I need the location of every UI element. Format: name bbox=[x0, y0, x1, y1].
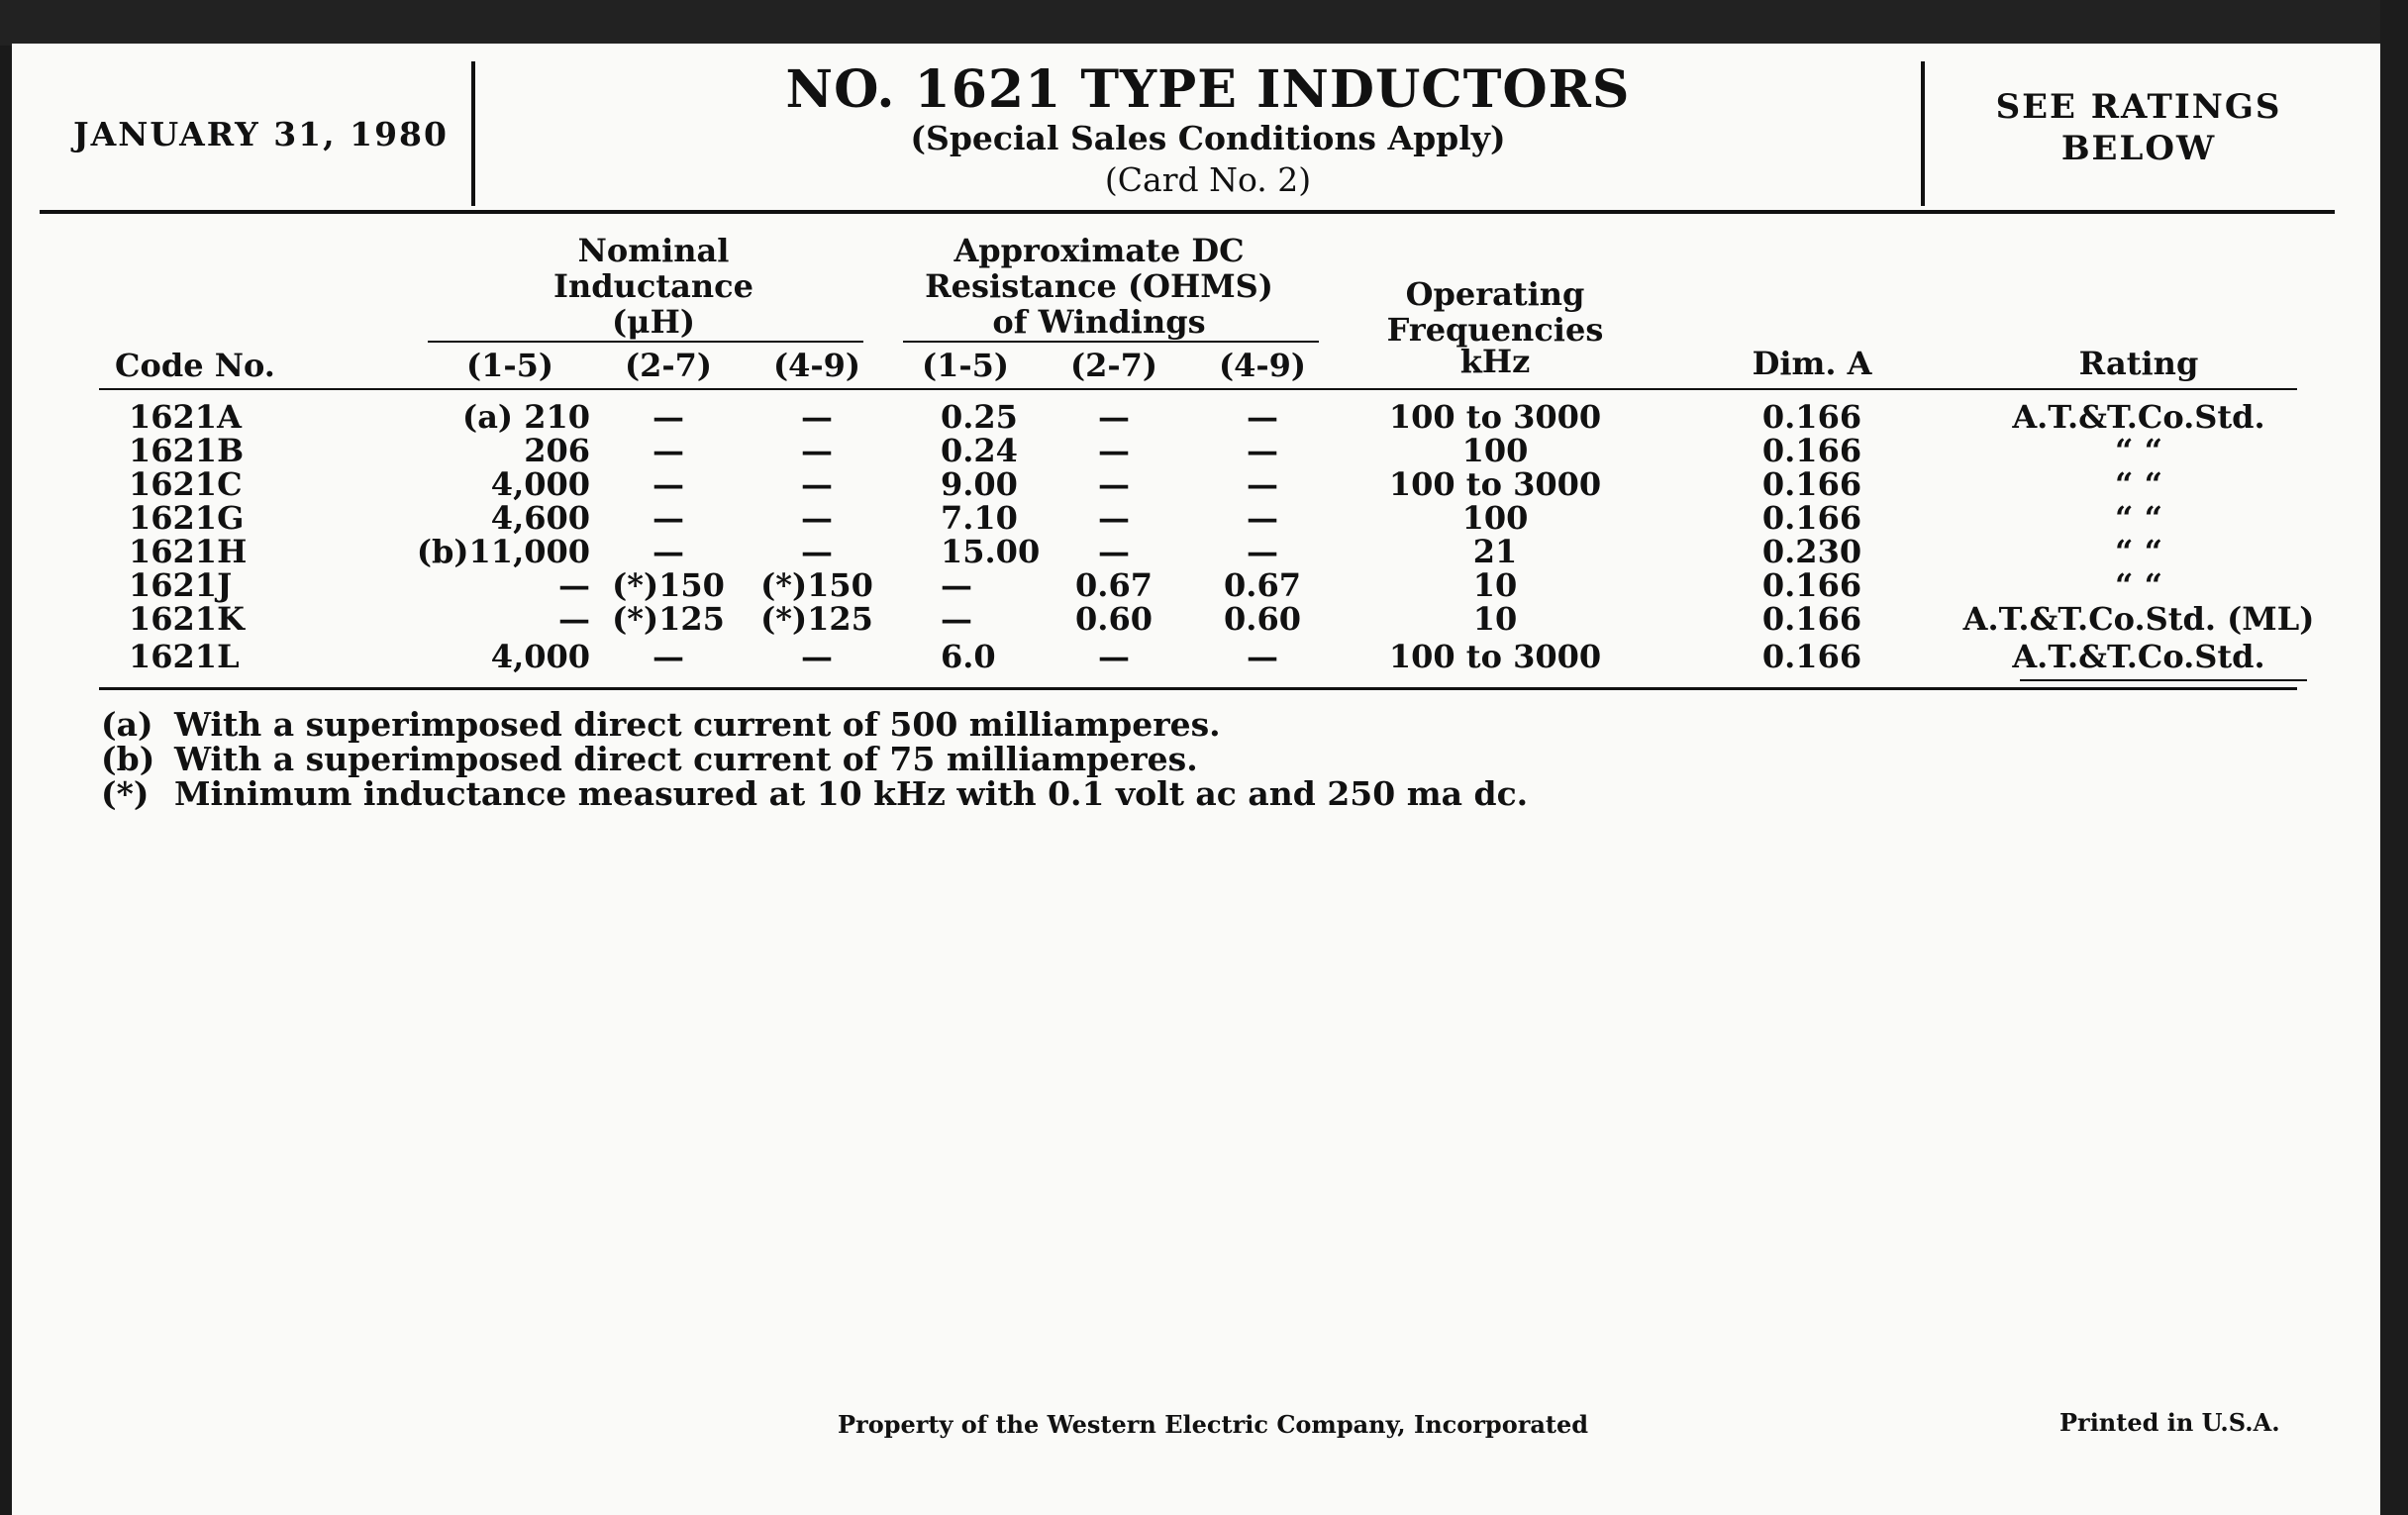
resistance-1-5-cell: 7.10 bbox=[941, 499, 1018, 537]
inductance-1-5-cell: — bbox=[558, 566, 590, 604]
resistance-4-9-header: (4-9) bbox=[1218, 347, 1307, 384]
dim-a-cell: 0.166 bbox=[1761, 566, 1862, 604]
inductance-4-9-cell: — bbox=[801, 398, 833, 436]
footnote-text: With a superimposed direct current of 75 milliamperes. bbox=[174, 740, 1198, 778]
resistance-1-5-cell: — bbox=[941, 600, 972, 638]
dim-a-cell: 0.166 bbox=[1761, 465, 1862, 503]
rating-column-header: Rating bbox=[2078, 345, 2199, 382]
frequency-header-line1: Operating bbox=[1405, 275, 1585, 313]
resistance-2-7-cell: — bbox=[1098, 398, 1130, 436]
nominal-header-line1: Nominal bbox=[577, 232, 730, 269]
dim-a-cell: 0.166 bbox=[1761, 600, 1862, 638]
inductance-4-9-cell: — bbox=[801, 638, 833, 675]
inductance-1-5-cell: — bbox=[558, 600, 590, 638]
scan-border-right bbox=[2380, 0, 2408, 1515]
resistance-header-line2: Resistance (OHMS) bbox=[925, 267, 1273, 305]
resistance-header-rule bbox=[903, 341, 1319, 343]
rating-cell: “ “ bbox=[2115, 432, 2162, 469]
rating-underline bbox=[2020, 679, 2307, 681]
inductance-4-9-cell: — bbox=[801, 432, 833, 469]
inductance-2-7-cell: — bbox=[652, 432, 684, 469]
resistance-2-7-cell: — bbox=[1098, 432, 1130, 469]
frequency-cell: 100 bbox=[1461, 432, 1529, 469]
resistance-1-5-cell: 9.00 bbox=[941, 465, 1018, 503]
code-cell: 1621B bbox=[129, 432, 245, 469]
resistance-2-7-cell: 0.67 bbox=[1075, 566, 1153, 604]
code-cell: 1621J bbox=[129, 566, 233, 604]
header-divider-left bbox=[471, 61, 475, 206]
resistance-1-5-cell: 15.00 bbox=[941, 533, 1041, 570]
dim-a-cell: 0.166 bbox=[1761, 638, 1862, 675]
table-bottom-rule bbox=[99, 687, 2297, 690]
nominal-header-rule bbox=[428, 341, 863, 343]
dim-a-cell: 0.166 bbox=[1761, 499, 1862, 537]
header-bottom-rule bbox=[99, 388, 2297, 390]
footnote-key: (a) bbox=[101, 705, 153, 744]
frequency-cell: 100 bbox=[1461, 499, 1529, 537]
inductance-4-9-cell: (*)150 bbox=[760, 566, 873, 604]
inductance-2-7-cell: (*)150 bbox=[612, 566, 725, 604]
rating-cell: A.T.&T.Co.Std. bbox=[2012, 398, 2265, 436]
resistance-1-5-cell: 0.25 bbox=[941, 398, 1018, 436]
inductance-1-5-cell: 4,000 bbox=[490, 465, 590, 503]
inductance-1-5-cell: 4,000 bbox=[490, 638, 590, 675]
resistance-4-9-cell: — bbox=[1247, 638, 1278, 675]
code-cell: 1621H bbox=[129, 533, 248, 570]
frequency-cell: 100 to 3000 bbox=[1388, 398, 1602, 436]
resistance-4-9-cell: 0.67 bbox=[1224, 566, 1301, 604]
inductance-4-9-cell: — bbox=[801, 499, 833, 537]
inductance-1-5-header: (1-5) bbox=[465, 347, 554, 384]
inductance-2-7-cell: (*)125 bbox=[612, 600, 725, 638]
nominal-header-line3: (μH) bbox=[612, 303, 695, 341]
inductance-2-7-cell: — bbox=[652, 499, 684, 537]
document-date: JANUARY 31, 1980 bbox=[73, 115, 449, 153]
resistance-2-7-cell: — bbox=[1098, 533, 1130, 570]
frequency-header-line3: kHz bbox=[1459, 343, 1531, 380]
resistance-4-9-cell: — bbox=[1247, 533, 1278, 570]
inductance-1-5-cell: 206 bbox=[524, 432, 590, 469]
frequency-cell: 100 to 3000 bbox=[1388, 465, 1602, 503]
inductance-1-5-cell: (a) 210 bbox=[462, 398, 590, 436]
resistance-4-9-cell: — bbox=[1247, 432, 1278, 469]
inductance-2-7-header: (2-7) bbox=[624, 347, 713, 384]
inductance-1-5-cell: (b)11,000 bbox=[416, 533, 590, 570]
inductance-4-9-cell: (*)125 bbox=[760, 600, 873, 638]
code-cell: 1621L bbox=[129, 638, 240, 675]
rating-cell: “ “ bbox=[2115, 499, 2162, 537]
code-cell: 1621K bbox=[129, 600, 245, 638]
document-title: NO. 1621 TYPE INDUCTORS bbox=[785, 59, 1631, 120]
nominal-header-line2: Inductance bbox=[553, 267, 753, 305]
printed-notice: Printed in U.S.A. bbox=[2059, 1408, 2280, 1437]
footnote-b bbox=[101, 740, 1198, 778]
rating-cell: “ “ bbox=[2115, 533, 2162, 570]
resistance-1-5-cell: — bbox=[941, 566, 972, 604]
frequency-cell: 100 to 3000 bbox=[1388, 638, 1602, 675]
property-notice: Property of the Western Electric Company, Incorporated bbox=[838, 1410, 1589, 1439]
scan-border-top bbox=[0, 0, 2408, 46]
inductance-4-9-cell: — bbox=[801, 533, 833, 570]
footnote-key: (b) bbox=[101, 740, 155, 778]
inductance-2-7-cell: — bbox=[652, 638, 684, 675]
resistance-2-7-cell: — bbox=[1098, 465, 1130, 503]
resistance-2-7-cell: — bbox=[1098, 638, 1130, 675]
resistance-1-5-header: (1-5) bbox=[921, 347, 1010, 384]
resistance-4-9-cell: — bbox=[1247, 499, 1278, 537]
resistance-2-7-cell: 0.60 bbox=[1075, 600, 1153, 638]
rating-cell: A.T.&T.Co.Std. (ML) bbox=[1962, 600, 2315, 638]
resistance-4-9-cell: — bbox=[1247, 465, 1278, 503]
frequency-cell: 10 bbox=[1472, 566, 1518, 604]
resistance-header-line1: Approximate DC bbox=[953, 232, 1245, 269]
inductance-4-9-header: (4-9) bbox=[772, 347, 861, 384]
dim-a-cell: 0.230 bbox=[1761, 533, 1862, 570]
code-column-header: Code No. bbox=[115, 347, 275, 384]
frequency-cell: 21 bbox=[1472, 533, 1518, 570]
resistance-header-line3: of Windings bbox=[992, 303, 1206, 341]
dim-column-header: Dim. A bbox=[1752, 345, 1872, 382]
footnote-key: (*) bbox=[101, 774, 150, 813]
footnote-text: Minimum inductance measured at 10 kHz with 0.1 volt ac and 250 ma dc. bbox=[174, 774, 1529, 813]
inductance-1-5-cell: 4,600 bbox=[490, 499, 590, 537]
rating-cell: A.T.&T.Co.Std. bbox=[2012, 638, 2265, 675]
dim-a-cell: 0.166 bbox=[1761, 398, 1862, 436]
footnote-a bbox=[101, 705, 1221, 744]
code-cell: 1621A bbox=[129, 398, 242, 436]
code-cell: 1621G bbox=[129, 499, 245, 537]
header-rule bbox=[40, 210, 2335, 214]
inductance-2-7-cell: — bbox=[652, 465, 684, 503]
rating-cell: “ “ bbox=[2115, 566, 2162, 604]
resistance-2-7-header: (2-7) bbox=[1069, 347, 1158, 384]
inductance-2-7-cell: — bbox=[652, 533, 684, 570]
document-subtitle: (Special Sales Conditions Apply) bbox=[910, 119, 1506, 157]
ratings-note-line1: SEE RATINGS bbox=[1995, 87, 2282, 127]
rating-cell: “ “ bbox=[2115, 465, 2162, 503]
resistance-4-9-cell: 0.60 bbox=[1224, 600, 1301, 638]
inductance-2-7-cell: — bbox=[652, 398, 684, 436]
card-number: (Card No. 2) bbox=[1104, 160, 1312, 199]
frequency-cell: 10 bbox=[1472, 600, 1518, 638]
inductance-4-9-cell: — bbox=[801, 465, 833, 503]
dim-a-cell: 0.166 bbox=[1761, 432, 1862, 469]
frequency-header-line2: Frequencies bbox=[1386, 311, 1604, 349]
ratings-note-line2: BELOW bbox=[2060, 129, 2217, 168]
resistance-4-9-cell: — bbox=[1247, 398, 1278, 436]
resistance-2-7-cell: — bbox=[1098, 499, 1130, 537]
footnote-star bbox=[101, 774, 1528, 813]
resistance-1-5-cell: 0.24 bbox=[941, 432, 1018, 469]
footnote-text: With a superimposed direct current of 500 milliamperes. bbox=[174, 705, 1221, 744]
resistance-1-5-cell: 6.0 bbox=[941, 638, 996, 675]
code-cell: 1621C bbox=[129, 465, 243, 503]
